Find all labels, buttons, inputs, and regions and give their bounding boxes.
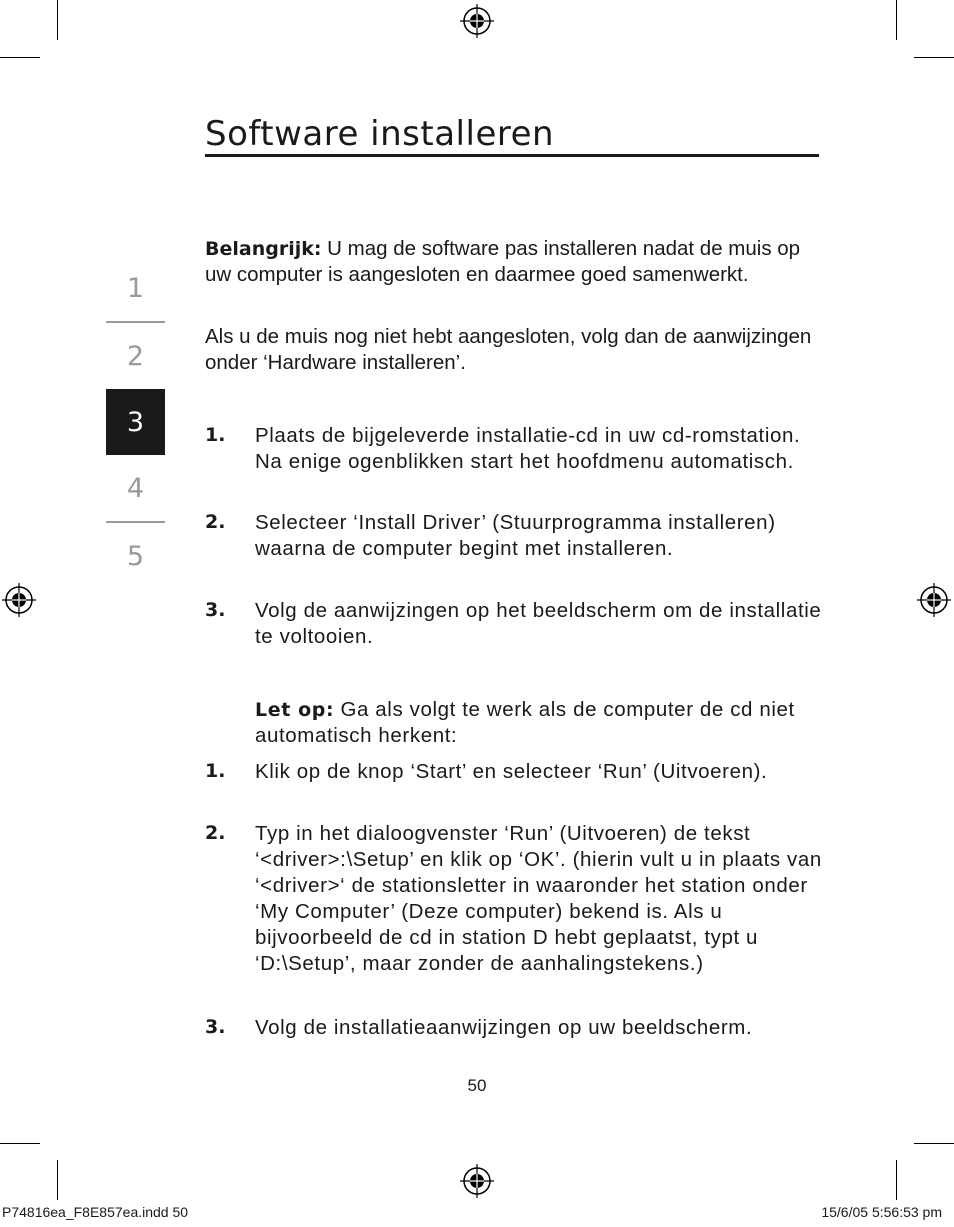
page-number: 50 <box>467 1076 487 1095</box>
step-text: Typ in het dialoogvenster ‘Run’ (Uitvoeren) de tekst ‘<driver>:\Setup’ en klik op ‘OK’. (hierin vult u in plaats van ‘<driver>‘ de stationsletter in waaronder het station onder ‘My Computer’ (Deze computer) bekend is. Als u bijvoorbeeld de cd in station D hebt geplaatst, typt u ‘D:\Setup’, maar zonder de aanhalingstekens.) <box>255 822 822 975</box>
section-tab-1: 1 <box>126 272 145 304</box>
list-item <box>205 598 825 650</box>
registration-mark-icon <box>917 583 951 617</box>
step-text: Plaats de bijgeleverde installatie-cd in uw cd-romstation. Na enige ogenblikken start het hoofdmenu automatisch. <box>255 424 801 473</box>
page-title: Software installeren <box>205 114 819 157</box>
step-number: 3. <box>205 1016 226 1038</box>
step-number: 2. <box>205 822 226 844</box>
step-number: 1. <box>205 424 226 446</box>
list-item <box>205 510 825 562</box>
section-tabs <box>106 255 165 589</box>
section-tab-5: 5 <box>126 540 145 572</box>
footer-file-name: P74816ea_F8E857ea.indd 50 <box>2 1204 189 1220</box>
crop-mark <box>57 1160 58 1200</box>
crop-mark <box>0 1143 40 1144</box>
important-paragraph <box>205 236 825 288</box>
crop-mark <box>57 0 58 40</box>
section-tab-4: 4 <box>126 472 145 504</box>
step-text: Klik op de knop ‘Start’ en selecteer ‘Run’ (Uitvoeren). <box>255 760 768 783</box>
list-item <box>205 759 825 785</box>
list-item <box>205 821 825 977</box>
step-number: 3. <box>205 599 226 621</box>
intro-paragraph: Als u de muis nog niet hebt aangesloten, volg dan de aanwijzingen onder ‘Hardware installeren’. <box>205 325 812 374</box>
important-text: U mag de software pas installeren nadat de muis op uw computer is aangesloten en daarmee goed samenwerkt. <box>205 237 801 286</box>
section-tab-3-active: 3 <box>106 389 165 455</box>
note-paragraph <box>255 697 825 749</box>
step-number: 2. <box>205 511 226 533</box>
crop-mark <box>914 57 954 58</box>
list-item <box>205 1015 825 1041</box>
note-text: Ga als volgt te werk als de computer de cd niet automatisch herkent: <box>255 698 795 747</box>
step-text: Volg de installatieaanwijzingen op uw beeldscherm. <box>255 1016 753 1039</box>
section-tab-2: 2 <box>126 340 145 372</box>
list-item <box>205 423 825 475</box>
crop-mark <box>0 57 40 58</box>
registration-mark-icon <box>460 1164 494 1198</box>
crop-mark <box>896 1160 897 1200</box>
footer-timestamp: 15/6/05 5:56:53 pm <box>821 1204 942 1220</box>
registration-mark-icon <box>460 4 494 38</box>
crop-mark <box>896 0 897 40</box>
crop-mark <box>914 1143 954 1144</box>
registration-mark-icon <box>2 583 36 617</box>
step-text: Selecteer ‘Install Driver’ (Stuurprogramma installeren) waarna de computer begint met installeren. <box>255 511 776 560</box>
important-label: Belangrijk: <box>205 238 322 260</box>
step-number: 1. <box>205 760 226 782</box>
note-label: Let op: <box>255 699 335 721</box>
step-text: Volg de aanwijzingen op het beeldscherm om de installatie te voltooien. <box>255 599 822 648</box>
